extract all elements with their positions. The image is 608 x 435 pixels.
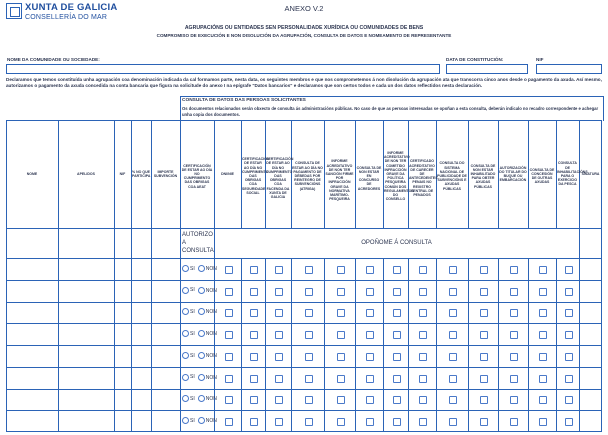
oppose-checkbox[interactable] — [366, 331, 374, 339]
signature-cell[interactable] — [580, 259, 601, 280]
oppose-checkbox[interactable] — [393, 353, 401, 361]
member-cell-input[interactable] — [152, 259, 180, 280]
member-cell-input[interactable] — [7, 346, 58, 367]
member-cell-input[interactable] — [7, 324, 58, 345]
member-cell-input[interactable] — [152, 390, 180, 411]
oppose-checkbox[interactable] — [565, 353, 573, 361]
column-header: CONSULTA DO SISTEMA NACIONAL DE PUBLICIDADE DE SUBVENCIÓNS E AXUDAS PÚBLICAS — [437, 161, 467, 191]
member-cell-input[interactable] — [59, 324, 114, 345]
oppose-checkbox[interactable] — [366, 418, 374, 426]
oppose-checkbox[interactable] — [449, 266, 457, 274]
oppose-checkbox[interactable] — [539, 375, 547, 383]
oppose-checkbox[interactable] — [275, 418, 283, 426]
oppose-checkbox[interactable] — [565, 418, 573, 426]
oppose-checkbox[interactable] — [449, 418, 457, 426]
oppose-checkbox[interactable] — [393, 396, 401, 404]
member-cell-input[interactable] — [7, 303, 58, 324]
nif-input[interactable] — [536, 64, 602, 74]
annex-label: ANEXO V.2 — [284, 4, 324, 13]
member-cell-input[interactable] — [115, 324, 131, 345]
oppose-checkbox[interactable] — [449, 353, 457, 361]
oppose-checkbox[interactable] — [366, 288, 374, 296]
consent-radio-group — [182, 352, 217, 359]
member-cell-input[interactable] — [152, 324, 180, 345]
oppose-checkbox[interactable] — [275, 309, 283, 317]
oppose-checkbox[interactable] — [305, 418, 313, 426]
oppose-checkbox[interactable] — [225, 288, 233, 296]
oppose-checkbox[interactable] — [510, 396, 518, 404]
member-cell-input[interactable] — [132, 411, 151, 432]
column-header: CERTIFICADO ACREDITATIVO DE CARECER DE ANTECEDENTES PENAIS NO REXISTRO CENTRAL DE PENADOS — [409, 159, 438, 197]
oppose-checkbox[interactable] — [337, 266, 345, 274]
column-header: CONSULTA DE NON ESTAR INHABILITADO PARA OBTER AXUDAS PÚBLICAS — [470, 163, 496, 189]
authorize-consult-label: AUTORIZO A CONSULTA — [182, 232, 214, 254]
no-label: NON — [205, 417, 217, 424]
oppose-checkbox[interactable] — [337, 375, 345, 383]
consent-radio-group — [182, 417, 217, 424]
document-subtitle: COMPROMISO DE EXECUCIÓN E NON DISOLUCIÓN DA AGRUPACIÓN, CONSULTA DE DATOS E NOMEAMENTO DE REPRESENTANTE — [156, 33, 452, 38]
oppose-checkbox[interactable] — [510, 288, 518, 296]
oppose-checkbox[interactable] — [480, 331, 488, 339]
consult-body: Os documentos relacionados serán obxecto de consulta ás administracións públicas. No caso de que as persoas interesadas se opoñan a esta consulta, deberán indicalo no recadro correspondente e achegar unha copia dos documentos. — [182, 106, 599, 117]
consent-radio-group — [182, 265, 217, 272]
signature-cell[interactable] — [580, 346, 601, 367]
oppose-checkbox[interactable] — [539, 266, 547, 274]
community-name-label: NOME DA COMUNIDADE OU SOCIEDADE: — [7, 57, 100, 62]
oppose-checkbox[interactable] — [250, 375, 258, 383]
consent-radio-group — [182, 395, 217, 402]
column-header: NOME — [26, 171, 38, 176]
oppose-checkbox[interactable] — [480, 353, 488, 361]
oppose-checkbox[interactable] — [337, 288, 345, 296]
no-radio[interactable] — [198, 330, 205, 337]
oppose-checkbox[interactable] — [480, 288, 488, 296]
oppose-checkbox[interactable] — [250, 396, 258, 404]
no-radio[interactable] — [198, 352, 205, 359]
no-label: NON — [205, 396, 217, 403]
yes-label: SI — [190, 396, 195, 403]
oppose-checkbox[interactable] — [565, 266, 573, 274]
no-radio[interactable] — [198, 287, 205, 294]
oppose-checkbox[interactable] — [539, 288, 547, 296]
no-label: NON — [205, 265, 217, 272]
member-cell-input[interactable] — [59, 390, 114, 411]
community-name-input[interactable] — [6, 64, 440, 74]
oppose-checkbox[interactable] — [510, 375, 518, 383]
column-header: CONSULTA DE INHABILITACIÓNS PARA O EXERCICIO DA PESCA — [557, 161, 588, 187]
member-cell-input[interactable] — [132, 368, 151, 389]
oppose-checkbox[interactable] — [449, 375, 457, 383]
consent-radio-group — [182, 330, 217, 337]
oppose-checkbox[interactable] — [419, 353, 427, 361]
oppose-checkbox[interactable] — [366, 353, 374, 361]
member-cell-input[interactable] — [115, 303, 131, 324]
yes-label: SI — [190, 352, 195, 359]
oppose-checkbox[interactable] — [250, 331, 258, 339]
no-label: NON — [205, 287, 217, 294]
signature-cell[interactable] — [580, 303, 601, 324]
oppose-checkbox[interactable] — [419, 331, 427, 339]
oppose-checkbox[interactable] — [337, 353, 345, 361]
column-header: IMPORTE SUBVENCIÓN — [153, 169, 178, 178]
yes-radio[interactable] — [182, 417, 189, 424]
oppose-checkbox[interactable] — [337, 396, 345, 404]
no-label: NON — [205, 352, 217, 359]
oppose-checkbox[interactable] — [480, 418, 488, 426]
yes-label: SI — [190, 374, 195, 381]
member-cell-input[interactable] — [7, 259, 58, 280]
oppose-checkbox[interactable] — [225, 266, 233, 274]
no-radio[interactable] — [198, 265, 205, 272]
oppose-checkbox[interactable] — [539, 309, 547, 317]
member-cell-input[interactable] — [7, 368, 58, 389]
yes-radio[interactable] — [182, 287, 189, 294]
oppose-checkbox[interactable] — [225, 396, 233, 404]
oppose-consult-label: OPOÑOME Á CONSULTA — [361, 240, 432, 246]
signature-cell[interactable] — [580, 390, 601, 411]
signature-cell[interactable] — [580, 281, 601, 302]
oppose-checkbox[interactable] — [305, 331, 313, 339]
oppose-checkbox[interactable] — [480, 309, 488, 317]
oppose-checkbox[interactable] — [419, 375, 427, 383]
constitution-date-input[interactable] — [446, 64, 528, 74]
oppose-checkbox[interactable] — [539, 418, 547, 426]
yes-radio[interactable] — [182, 308, 189, 315]
column-header: APELIDOS — [77, 171, 95, 176]
oppose-checkbox[interactable] — [419, 396, 427, 404]
oppose-checkbox[interactable] — [225, 353, 233, 361]
oppose-checkbox[interactable] — [419, 288, 427, 296]
document-title: AGRUPACIÓNS OU ENTIDADES SEN PERSONALIDADE XURÍDICA OU COMUNIDADES DE BENS — [184, 25, 424, 31]
member-cell-input[interactable] — [59, 259, 114, 280]
organization-name: XUNTA DE GALICIA — [25, 2, 118, 13]
column-header: AUTORIZACIÓN DO TITULAR DO BUQUE OU EMBARCACIÓN — [499, 165, 527, 183]
member-cell-input[interactable] — [7, 411, 58, 432]
oppose-checkbox[interactable] — [393, 266, 401, 274]
oppose-checkbox[interactable] — [449, 396, 457, 404]
member-cell-input[interactable] — [115, 368, 131, 389]
oppose-checkbox[interactable] — [539, 396, 547, 404]
oppose-checkbox[interactable] — [480, 266, 488, 274]
declaration-text: Declaramos que temos constituída unha agrupación coa denominación indicada da cal formamos parte, nesta data, os seguintes membros e que nos comprometemos á non disolución da agrupación ata que transcorra cinco anos desde o pagamento da axuda. Así mesmo, autorizamos o pagamento da axuda concedida na conta bancaria que figura na solicitude do anexo I na epígrafe "Datos bancarios" e declaramos que son certos todos e cada un dos datos reflectidos nesta declaración. — [6, 77, 602, 89]
no-label: NON — [205, 309, 217, 316]
member-cell-input[interactable] — [59, 281, 114, 302]
oppose-checkbox[interactable] — [305, 375, 313, 383]
member-cell-input[interactable] — [132, 324, 151, 345]
oppose-checkbox[interactable] — [305, 353, 313, 361]
oppose-checkbox[interactable] — [275, 375, 283, 383]
oppose-checkbox[interactable] — [305, 396, 313, 404]
oppose-checkbox[interactable] — [250, 288, 258, 296]
signature-cell[interactable] — [580, 368, 601, 389]
oppose-checkbox[interactable] — [305, 288, 313, 296]
oppose-checkbox[interactable] — [393, 288, 401, 296]
no-radio[interactable] — [198, 417, 205, 424]
consent-radio-group — [182, 287, 217, 294]
oppose-checkbox[interactable] — [419, 266, 427, 274]
oppose-checkbox[interactable] — [510, 418, 518, 426]
oppose-checkbox[interactable] — [250, 266, 258, 274]
yes-radio[interactable] — [182, 352, 189, 359]
oppose-checkbox[interactable] — [366, 375, 374, 383]
oppose-checkbox[interactable] — [225, 375, 233, 383]
yes-label: SI — [190, 417, 195, 424]
member-cell-input[interactable] — [59, 368, 114, 389]
oppose-checkbox[interactable] — [480, 396, 488, 404]
column-header: CONSULTA DE ESTAR AO DÍA NO PAGAMENTO DE DÉBEDAS POR REINTEGRO DE SUBVENCIÓNS (ATRIGA) — [292, 161, 323, 191]
member-cell-input[interactable] — [132, 281, 151, 302]
no-radio[interactable] — [198, 374, 205, 381]
column-header: CERTIFICACIÓN DE ESTAR AO DÍA NO CUMPRIMENTO DAS OBRIGAS COA FACENDA DA XUNTA DE GALICIA — [266, 157, 294, 200]
column-header: CERTIFICACIÓN DE ESTAR AO DÍA NO CUMPRIMENTO DAS OBRIGAS COA SEGURIDADE SOCIAL — [242, 157, 270, 195]
column-divider — [214, 120, 215, 432]
oppose-checkbox[interactable] — [510, 266, 518, 274]
oppose-checkbox[interactable] — [337, 418, 345, 426]
oppose-checkbox[interactable] — [449, 309, 457, 317]
oppose-checkbox[interactable] — [393, 309, 401, 317]
oppose-checkbox[interactable] — [225, 331, 233, 339]
oppose-checkbox[interactable] — [366, 266, 374, 274]
member-cell-input[interactable] — [59, 303, 114, 324]
oppose-checkbox[interactable] — [275, 396, 283, 404]
member-cell-input[interactable] — [7, 390, 58, 411]
member-cell-input[interactable] — [115, 390, 131, 411]
member-cell-input[interactable] — [115, 259, 131, 280]
consent-radio-group — [182, 374, 217, 381]
oppose-checkbox[interactable] — [393, 331, 401, 339]
oppose-checkbox[interactable] — [449, 288, 457, 296]
yes-label: SI — [190, 265, 195, 272]
oppose-checkbox[interactable] — [480, 375, 488, 383]
oppose-checkbox[interactable] — [225, 309, 233, 317]
yes-label: SI — [190, 309, 195, 316]
member-cell-input[interactable] — [152, 346, 180, 367]
yes-radio[interactable] — [182, 395, 189, 402]
oppose-checkbox[interactable] — [393, 375, 401, 383]
column-header: SINATURA — [581, 171, 600, 176]
yes-label: SI — [190, 287, 195, 294]
oppose-checkbox[interactable] — [565, 288, 573, 296]
oppose-checkbox[interactable] — [275, 288, 283, 296]
no-label: NON — [205, 330, 217, 337]
column-header: INFORME ACREDITATIVO DE NON TER COMETIDO INFRACCIÓN GRAVE DA POLÍTICA PESQUEIRA COMÚN DOS REGULAMENTOS DO CONSELLO — [384, 150, 414, 202]
oppose-checkbox[interactable] — [449, 331, 457, 339]
member-cell-input[interactable] — [115, 411, 131, 432]
member-cell-input[interactable] — [132, 303, 151, 324]
oppose-checkbox[interactable] — [565, 375, 573, 383]
oppose-checkbox[interactable] — [275, 353, 283, 361]
oppose-checkbox[interactable] — [510, 331, 518, 339]
oppose-checkbox[interactable] — [250, 418, 258, 426]
member-cell-input[interactable] — [115, 346, 131, 367]
member-cell-input[interactable] — [132, 259, 151, 280]
oppose-checkbox[interactable] — [305, 309, 313, 317]
member-cell-input[interactable] — [152, 411, 180, 432]
member-cell-input[interactable] — [59, 411, 114, 432]
oppose-checkbox[interactable] — [565, 396, 573, 404]
member-cell-input[interactable] — [132, 346, 151, 367]
oppose-checkbox[interactable] — [539, 353, 547, 361]
member-cell-input[interactable] — [152, 303, 180, 324]
oppose-checkbox[interactable] — [393, 418, 401, 426]
oppose-checkbox[interactable] — [225, 418, 233, 426]
oppose-checkbox[interactable] — [275, 331, 283, 339]
oppose-checkbox[interactable] — [366, 396, 374, 404]
column-header: NIF — [119, 171, 126, 176]
member-cell-input[interactable] — [7, 281, 58, 302]
member-cell-input[interactable] — [152, 281, 180, 302]
member-cell-input[interactable] — [132, 390, 151, 411]
column-header: CONSULTA DE NON ESTAR EN CONCURSO DE ACREDORES — [356, 165, 382, 191]
yes-radio[interactable] — [182, 374, 189, 381]
member-cell-input[interactable] — [115, 281, 131, 302]
yes-radio[interactable] — [182, 330, 189, 337]
oppose-checkbox[interactable] — [275, 266, 283, 274]
members-table — [6, 120, 602, 432]
oppose-checkbox[interactable] — [565, 309, 573, 317]
nif-label: NIF — [536, 57, 544, 62]
oppose-checkbox[interactable] — [250, 353, 258, 361]
consent-radio-group — [182, 308, 217, 315]
yes-radio[interactable] — [182, 265, 189, 272]
oppose-checkbox[interactable] — [337, 331, 345, 339]
oppose-checkbox[interactable] — [305, 266, 313, 274]
oppose-checkbox[interactable] — [366, 309, 374, 317]
column-header: DNI/NIE — [221, 171, 234, 176]
no-label: NON — [205, 374, 217, 381]
no-radio[interactable] — [198, 308, 205, 315]
oppose-checkbox[interactable] — [250, 309, 258, 317]
constitution-date-label: DATA DE CONSTITUCIÓN: — [446, 57, 504, 62]
column-header: CERTIFICACIÓN DE ESTAR AO DÍA NO CUMPRIMENTO DAS OBRIGAS COA AEAT — [181, 163, 213, 189]
oppose-checkbox[interactable] — [565, 331, 573, 339]
oppose-checkbox[interactable] — [337, 309, 345, 317]
consult-title: CONSULTA DE DATOS DAS PERSOAS SOLICITANTES — [182, 98, 306, 103]
oppose-checkbox[interactable] — [419, 309, 427, 317]
signature-cell[interactable] — [580, 411, 601, 432]
department-name: CONSELLERÍA DO MAR — [25, 14, 108, 21]
column-header: % NO QUE PARTICIPA — [132, 169, 151, 178]
member-cell-input[interactable] — [59, 346, 114, 367]
no-radio[interactable] — [198, 395, 205, 402]
oppose-checkbox[interactable] — [510, 309, 518, 317]
yes-label: SI — [190, 330, 195, 337]
member-cell-input[interactable] — [152, 368, 180, 389]
column-header: CONSULTA DE CONCESIÓN DE OUTRAS AXUDAS — [529, 167, 555, 185]
oppose-checkbox[interactable] — [510, 353, 518, 361]
column-header: INFORME ACREDITATIVO DE NON TER SANCIÓN FIRME POR INFRACCIÓN GRAVE DA NORMATIVA MARÍTIMO-PESQUEIRA — [325, 159, 354, 202]
oppose-checkbox[interactable] — [539, 331, 547, 339]
signature-cell[interactable] — [580, 324, 601, 345]
oppose-checkbox[interactable] — [419, 418, 427, 426]
